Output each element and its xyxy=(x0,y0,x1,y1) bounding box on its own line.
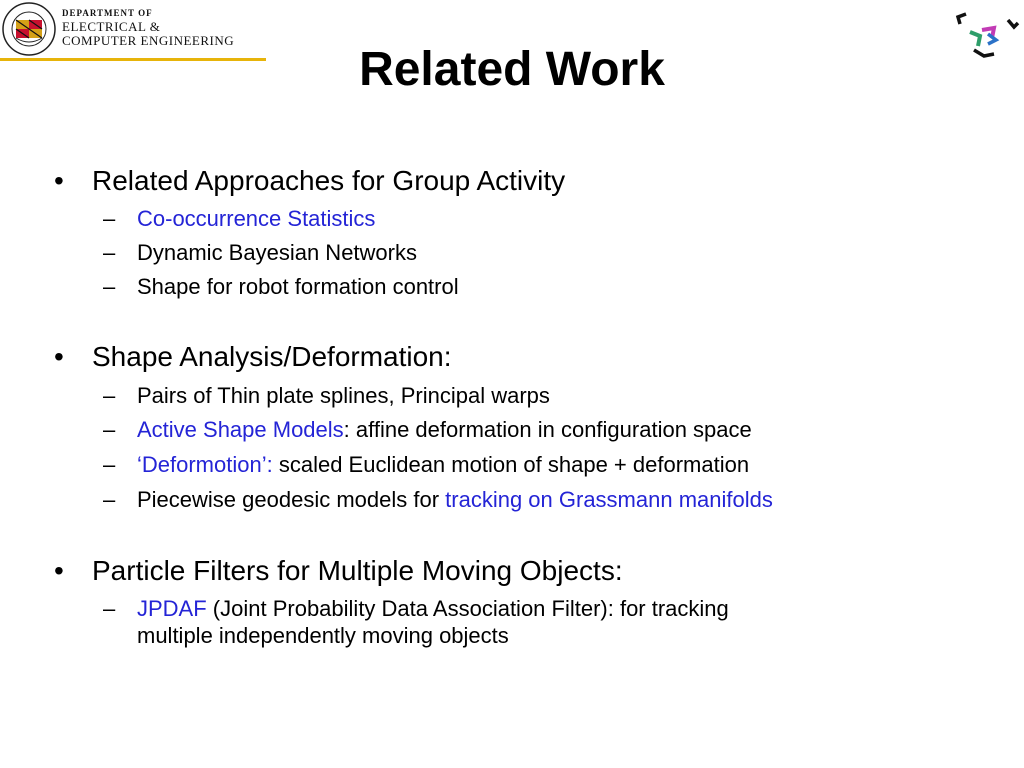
bullet-marker: • xyxy=(54,165,64,196)
list-item xyxy=(103,239,417,266)
item-text: Dynamic Bayesian Networks xyxy=(137,240,417,265)
dash-marker: – xyxy=(103,417,116,442)
dash-marker: – xyxy=(103,596,116,621)
section-heading xyxy=(54,165,566,197)
section-heading-text: Related Approaches for Group Activity xyxy=(92,165,566,196)
dash-marker: – xyxy=(103,274,116,299)
link-text[interactable]: tracking on Grassmann manifolds xyxy=(445,487,773,512)
list-item xyxy=(103,595,729,622)
section-heading xyxy=(54,341,452,373)
link-text[interactable]: ‘Deformotion’: xyxy=(137,452,273,477)
dept-label-1: DEPARTMENT OF xyxy=(62,8,153,18)
dash-marker: – xyxy=(103,487,116,512)
list-item xyxy=(103,382,550,409)
section-heading-text: Particle Filters for Multiple Moving Objects: xyxy=(92,555,623,586)
bullet-marker: • xyxy=(54,341,64,372)
section-heading-text: Shape Analysis/Deformation: xyxy=(92,341,452,372)
list-item xyxy=(103,486,773,513)
link-text[interactable]: Active Shape Models xyxy=(137,417,344,442)
item-text: scaled Euclidean motion of shape + deformation xyxy=(272,452,750,477)
dash-marker: – xyxy=(103,452,116,477)
item-text: Pairs of Thin plate splines, Principal warps xyxy=(137,383,550,408)
item-text: Piecewise geodesic models for xyxy=(137,487,446,512)
dept-label-3: COMPUTER ENGINEERING xyxy=(62,33,235,48)
list-item xyxy=(103,273,459,300)
list-item xyxy=(103,205,376,232)
dash-marker: – xyxy=(103,383,116,408)
item-text: : affine deformation in configuration space xyxy=(343,417,752,442)
list-item xyxy=(103,451,750,478)
section-heading xyxy=(54,555,623,587)
dash-marker: – xyxy=(103,206,116,231)
list-item-continuation xyxy=(137,622,509,649)
bullet-marker: • xyxy=(54,555,64,586)
item-text: Shape for robot formation control xyxy=(137,274,459,299)
item-text: (Joint Probability Data Association Filter): for tracking xyxy=(206,596,729,621)
link-text[interactable]: Co-occurrence Statistics xyxy=(137,206,376,231)
slide-title: Related Work xyxy=(359,43,665,96)
link-text[interactable]: JPDAF xyxy=(137,596,207,621)
list-item xyxy=(103,416,752,443)
dash-marker: – xyxy=(103,240,116,265)
dept-label-2: ELECTRICAL & xyxy=(62,19,161,34)
item-text: multiple independently moving objects xyxy=(137,623,509,648)
